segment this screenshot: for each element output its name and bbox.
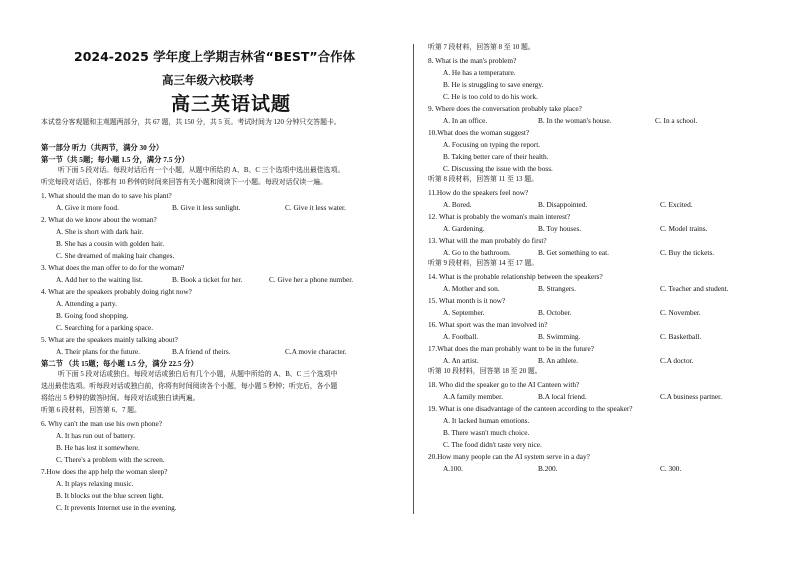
listening-material-note: 听第 7 段材料，回答第 8 至 10 题。 [428,44,535,51]
option: B. He has lost it somewhere. [56,443,140,452]
question-stem: 15. What month is it now? [428,296,506,305]
section1-instruction: 听下面 5 段对话。每段对话后有一个小题，从题中所给的 A、B、C 三个选项中选出最佳选项。 [58,167,345,174]
option: C.A doctor. [660,356,694,365]
listening-material-note: 听第 10 段材料，回答第 18 至 20 题。 [428,368,542,375]
option: A. Give it more food. [56,203,119,212]
option: A. Gardening. [443,224,485,233]
option: A. Mother and son. [443,284,500,293]
option: C. November. [660,308,701,317]
option: C. In a school. [655,116,698,125]
question-stem: 17.What does the man probably want to be in the future? [428,344,594,353]
question-stem: 9. Where does the conversation probably take place? [428,104,582,113]
section2-instruction: 听下面 5 段对话或独白。每段对话或独白后有几个小题，从题中所给的 A、B、C 三个选项中 [58,371,338,378]
option: C. Give it less water. [285,203,346,212]
option: A. Go to the bathroom. [443,248,511,257]
option: B. An athlete. [538,356,579,365]
option: B. Toy houses. [538,224,582,233]
option: C.A movie character. [285,347,347,356]
section1-title: 第一节（共 5题；每小题 1.5 分，满分 7.5 分） [41,155,189,164]
option: B. There wasn't much choice. [443,428,530,437]
option: C. It prevents Internet use in the evening. [56,503,177,512]
question-stem: 3. What does the man offer to do for the woman? [41,263,185,272]
option: A. It plays relaxing music. [56,479,134,488]
exam-title-line1: 2024-2025 学年度上学期吉林省“BEST”合作体 [74,49,356,64]
exam-intro: 本试卷分客观题和主观题两部分，共 67 题，共 150 分，共 5 页。考试时间为 120 分钟只交答题卡。 [41,119,341,126]
option: B.200. [538,464,558,473]
option: B. She has a cousin with golden hair. [56,239,165,248]
option: A. It has run out of battery. [56,431,135,440]
option: C. There's a problem with the screen. [56,455,165,464]
option: B. Taking better care of their health. [443,152,549,161]
listening-material-note: 听第 8 段材料，回答第 11 至 13 题。 [428,176,538,183]
option: C. Give her a phone number. [269,275,354,284]
option: B. In the woman's house. [538,116,612,125]
question-stem: 16. What sport was the man involved in? [428,320,548,329]
question-stem: 5. What are the speakers mainly talking about? [41,335,178,344]
option: B. It blocks out the blue screen light. [56,491,164,500]
option: B. October. [538,308,572,317]
exam-title-line3: 高三英语试题 [171,93,292,115]
option: B. Book a ticket for her. [172,275,243,284]
option: A. Focusing on typing the report. [443,140,541,149]
option: A. Add her to the waiting list. [56,275,143,284]
question-stem: 6. Why can't the man use his own phone? [41,419,162,428]
question-stem: 10.What does the woman suggest? [428,128,530,137]
question-stem: 4. What are the speakers probably doing right now? [41,287,192,296]
option: A.A family member. [443,392,503,401]
option: C. Buy the tickets. [660,248,715,257]
option: C. Basketball. [660,332,702,341]
option: A. In an office. [443,116,488,125]
question-stem: 20.How many people can the AI system serve in a day? [428,452,590,461]
question-stem: 19. What is one disadvantage of the canteen according to the speaker? [428,404,633,413]
question-stem: 18. Who did the speaker go to the AI Canteen with? [428,380,580,389]
option: C. He is too cold to do his work. [443,92,538,101]
section2-instruction: 选出最佳选项。听每段对话或独白前，你将有时间阅读各个小题，每小题 5 秒钟；听完后，各小题 [41,383,338,390]
option: A. He has a temperature. [443,68,516,77]
question-stem: 11.How do the speakers feel now? [428,188,529,197]
option: C. Teacher and student. [660,284,729,293]
option: C.A business partner. [660,392,723,401]
option: A. Their plans for the future. [56,347,140,356]
option: B. Give it less sunlight. [172,203,241,212]
option: B. Strangers. [538,284,576,293]
option: B. He is struggling to save energy. [443,80,544,89]
question-stem: 12. What is probably the woman's main interest? [428,212,571,221]
option: A. Attending a party. [56,299,117,308]
option: B.A friend of theirs. [172,347,231,356]
question-stem: 1. What should the man do to save his plant? [41,191,172,200]
listening-material-note: 听第 9 段材料，回答第 14 至 17 题。 [428,260,539,267]
option: B. Going food shopping. [56,311,129,320]
option: A. Bored. [443,200,472,209]
option: C. She dreamed of making hair changes. [56,251,175,260]
option: C. Excited. [660,200,693,209]
option: C. Model trains. [660,224,708,233]
option: B. Swimming. [538,332,581,341]
question-stem: 2. What do we know about the woman? [41,215,157,224]
option: A. An artist. [443,356,479,365]
option: C. Searching for a parking space. [56,323,154,332]
option: A. Football. [443,332,479,341]
option: A. She is short with dark hair. [56,227,144,236]
section2-instruction: 将给出 5 秒钟的做答时间。每段对话或独白读两遍。 [41,395,200,402]
question-stem: 14. What is the probable relationship between the speakers? [428,272,603,281]
option: A. It lacked human emotions. [443,416,530,425]
option: C. Discussing the issue with the boss. [443,164,553,173]
option: C. The food didn't taste very nice. [443,440,542,449]
section2-title: 第二节 （共 15题；每小题 1.5 分，满分 22.5 分） [41,359,198,368]
option: B. Get something to eat. [538,248,609,257]
option: A. September. [443,308,485,317]
question-stem: 7.How does the app help the woman sleep? [41,467,168,476]
exam-title-line2: 高三年级六校联考 [162,73,254,87]
column-divider [413,44,414,514]
part1-title: 第一部分 听力（共两节，满分 30 分） [41,143,164,152]
option: B.A local friend. [538,392,587,401]
question-stem: 8. What is the man's problem? [428,56,517,65]
option: C. 300. [660,464,682,473]
section1-instruction: 听完每段对话后，你都有 10 秒钟的时间来回答有关小题和阅读下一小题。每段对话仅读一遍。 [41,179,327,186]
question-stem: 13. What will the man probably do first? [428,236,547,245]
listening-material-note: 听第 6 段材料，回答第 6、7 题。 [41,407,141,414]
option: B. Disappointed. [538,200,588,209]
option: A.100. [443,464,463,473]
